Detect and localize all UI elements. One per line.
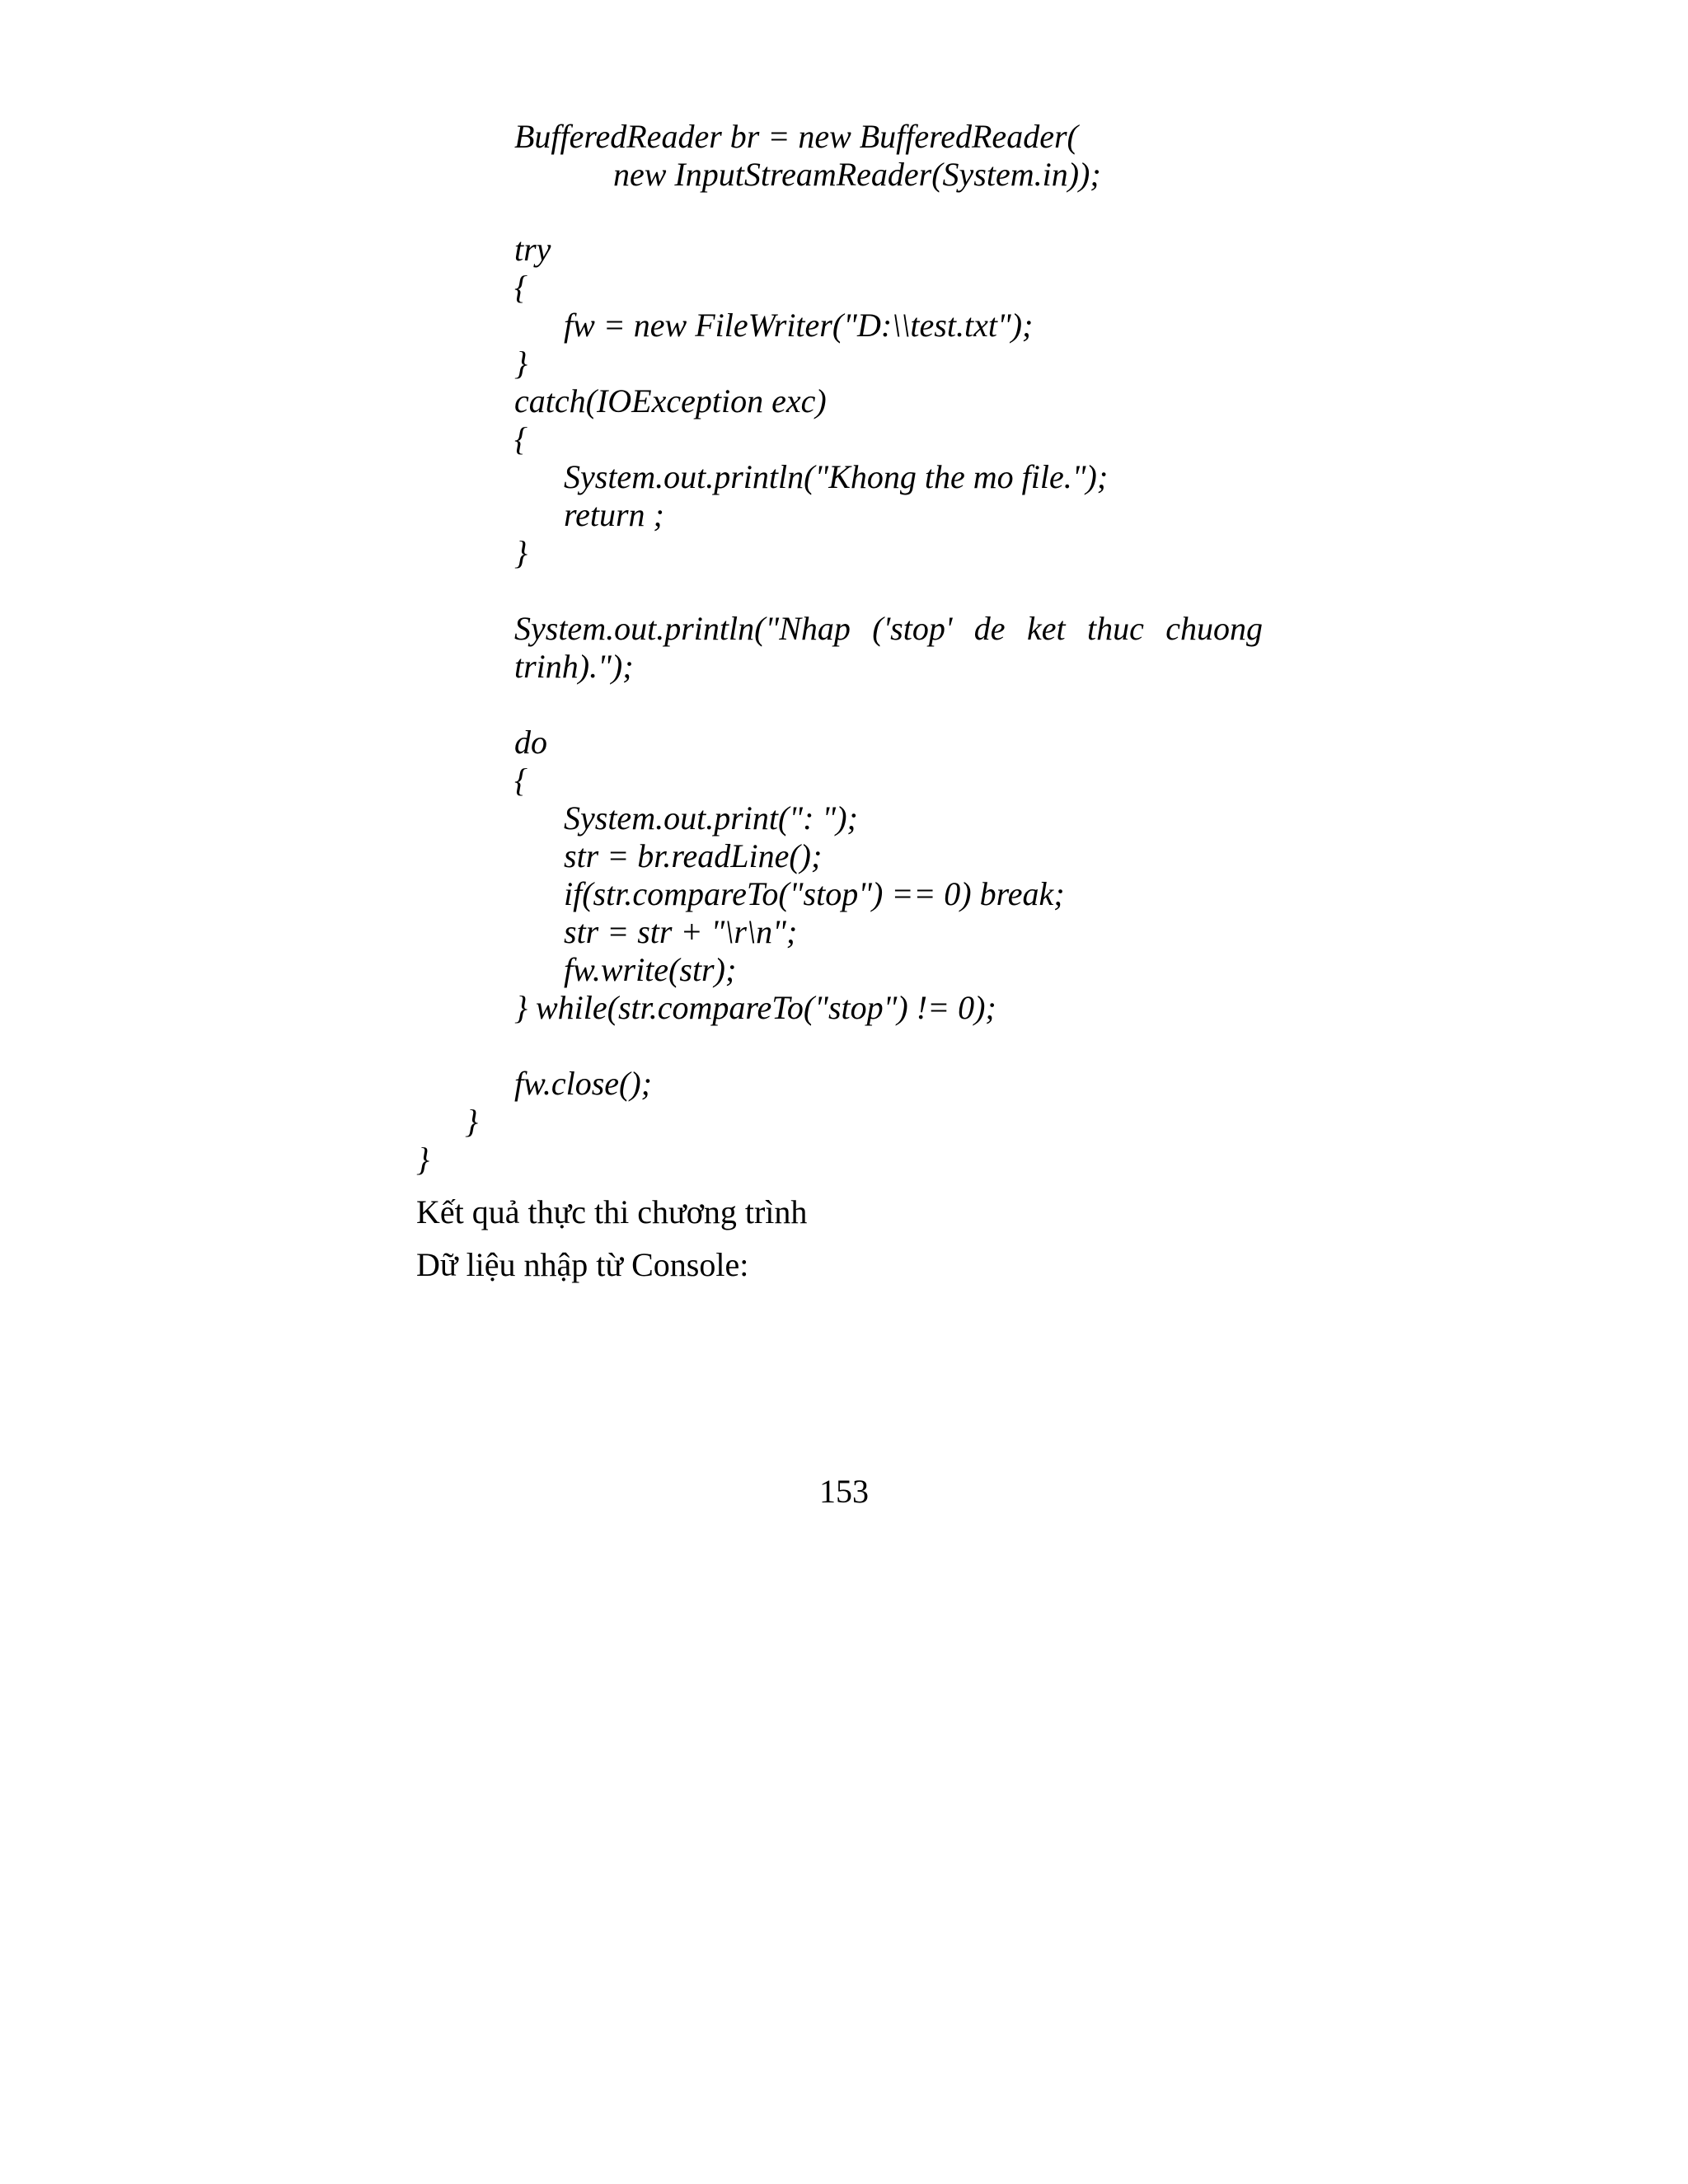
code-line: try: [514, 231, 551, 268]
code-line: str = br.readLine();: [564, 837, 823, 874]
code-line: trinh).");: [514, 648, 634, 685]
code-line: str = str + "\r\n";: [564, 913, 798, 950]
println-prompt-word: chuong: [1165, 610, 1263, 647]
code-line: fw = new FileWriter("D:\\test.txt");: [564, 307, 1034, 344]
page-number: 153: [819, 1473, 869, 1510]
code-line: new InputStreamReader(System.in));: [613, 156, 1101, 193]
code-line: }: [465, 1103, 478, 1140]
code-line: {: [514, 762, 528, 799]
code-line: BufferedReader br = new BufferedReader(: [514, 118, 1078, 155]
code-line: {: [514, 269, 528, 306]
println-prompt-word: ket: [1026, 610, 1066, 647]
println-prompt-word: ('stop': [872, 610, 953, 647]
code-line: if(str.compareTo("stop") == 0) break;: [564, 875, 1065, 912]
code-line: {: [514, 420, 528, 457]
println-prompt-word: de: [973, 610, 1006, 647]
code-line: fw.write(str);: [564, 951, 737, 988]
code-line: return ;: [564, 496, 664, 533]
code-line: } while(str.compareTo("stop") != 0);: [514, 989, 996, 1026]
code-line: catch(IOException exc): [514, 382, 827, 419]
code-line-justified: [514, 610, 1263, 648]
console-input-label: Dữ liệu nhập từ Console:: [416, 1246, 749, 1283]
code-line: System.out.println("Khong the mo file.");: [564, 458, 1109, 495]
code-line: }: [514, 344, 528, 382]
code-line: }: [514, 534, 528, 571]
code-line: fw.close();: [514, 1065, 652, 1102]
println-prompt-word: thuc: [1086, 610, 1144, 647]
code-line: do: [514, 724, 547, 761]
code-line: }: [416, 1141, 429, 1178]
code-line: System.out.print(": ");: [564, 799, 858, 837]
result-heading: Kết quả thực thi chương trình: [416, 1193, 808, 1230]
println-prompt-word: System.out.println("Nhap: [514, 610, 851, 647]
